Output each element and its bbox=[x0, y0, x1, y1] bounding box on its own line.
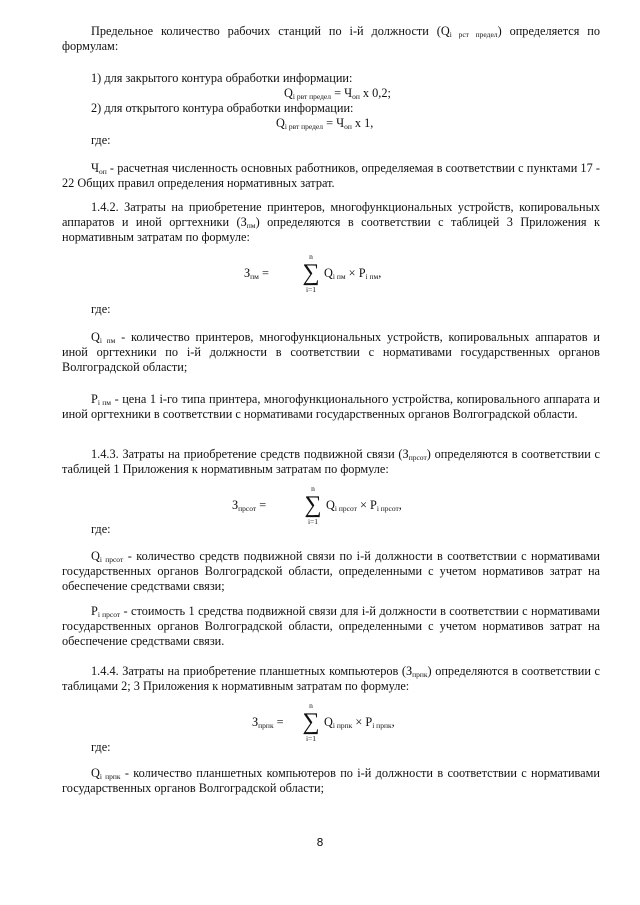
definition-chop: $Ч_{оп}$ - расчетная численность основных работников, определяемая в соответствии с пунктами 17 - 22 Общих правил определения нормативных затрат. bbox=[62, 161, 600, 190]
item-open-contour: 2) для открытого контура обработки информации: bbox=[91, 101, 354, 115]
sum-sign: n ∑ i=1 bbox=[302, 701, 320, 743]
formula-prpk: $З_{прпк}$ = n ∑ i=1 $Q_{i прпк} \times P_{i прпк}$, bbox=[252, 701, 395, 743]
formula-pm: $З_{пм}$ = n ∑ i=1 $Q_{i пм} \times P_{i пм}$, bbox=[244, 252, 382, 294]
definition-p-prsot: $P_{i прсот}$ - стоимость 1 средства подвижной связи для i-й должности в соответствии с нормативами государственных органов Волгоградской области, определенными с учетом нормативов затрат на обеспечение средствами связи. bbox=[62, 604, 600, 648]
page-number: 8 bbox=[316, 836, 324, 849]
definition-p-pm: $P_{i пм}$ - цена 1 i-го типа принтера, многофункционального устройства, копировального аппарата и иной оргтехники в соответствии с нормативами государственных органов Волгоградской области. bbox=[62, 392, 600, 421]
section-1-4-2: 1.4.2. Затраты на приобретение принтеров, многофункциональных устройств, копировальных аппаратов и иной оргтехники $(З_{пм})$ определяются в соответствии с таблицей 3 Приложения к нормативным затратам по формуле: bbox=[62, 200, 600, 244]
item-closed-contour: 1) для закрытого контура обработки информации: bbox=[91, 71, 353, 85]
definition-q-prsot: $Q_{i прсот}$ - количество средств подвижной связи по i-й должности в соответствии с нормативами государственных органов Волгоградской области, определенными с учетом нормативов затрат на обеспечение средствами связи; bbox=[62, 549, 600, 593]
formula-open-contour: $Q_{i рвт предел} = Ч_{оп}$ х 1, bbox=[276, 116, 374, 131]
definition-q-prpk: $Q_{i прпк}$ - количество планшетных компьютеров по i-й должности в соответствии с нормативами государственных органов Волгоградской области; bbox=[62, 766, 600, 795]
where-label: где: bbox=[91, 522, 111, 536]
definition-q-pm: $Q_{i пм}$ - количество принтеров, многофункциональных устройств, копировальных аппаратов и иной оргтехники по i-й должности в соответствии с нормативами государственных органов Волгоградской области; bbox=[62, 330, 600, 374]
where-label: где: bbox=[91, 133, 111, 147]
formula-closed-contour: $Q_{i рвт предел} = Ч_{оп}$ х 0,2; bbox=[284, 86, 391, 101]
sum-sign: n ∑ i=1 bbox=[304, 484, 322, 526]
paragraph-max-workstations: Предельное количество рабочих станций по i-й должности $(Q_{i рст предел})$ определяется по формулам: bbox=[62, 24, 601, 53]
section-1-4-3: 1.4.3. Затраты на приобретение средств подвижной связи $(З_{прсот})$ определяются в соответствии с таблицей 1 Приложения к нормативным затратам по формуле: bbox=[62, 447, 600, 476]
section-1-4-4: 1.4.4. Затраты на приобретение планшетных компьютеров $(З_{прпк})$ определяются в соответствии с таблицами 2; 3 Приложения к нормативным затратам по формуле: bbox=[62, 664, 600, 693]
formula-prsot: $З_{прсот}$ = n ∑ i=1 $Q_{i прсот} \times P_{i прсот}$, bbox=[232, 484, 402, 526]
where-label: где: bbox=[91, 302, 111, 316]
sum-sign: n ∑ i=1 bbox=[302, 252, 320, 294]
where-label: где: bbox=[91, 740, 111, 754]
